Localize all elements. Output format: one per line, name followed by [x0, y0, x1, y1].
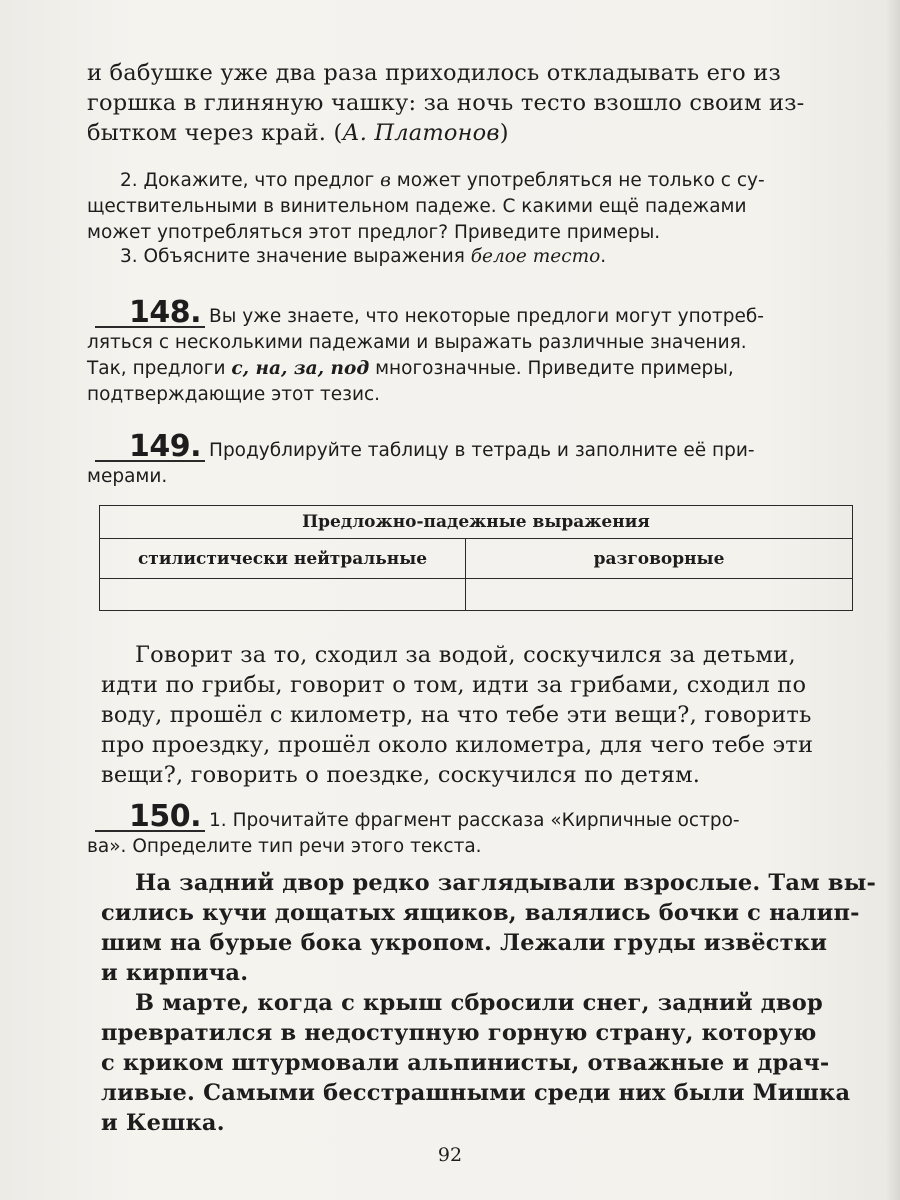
story-line: В марте, когда с крыш сбросили снег, задний двор	[135, 990, 823, 1016]
exercise-150: 150. 1. Прочитайте фрагмент рассказа «Кирпичные остро- ва». Определите тип речи этого текста.	[87, 804, 855, 860]
table-column-colloquial: разговорные	[593, 549, 725, 569]
task-question-2	[87, 168, 855, 246]
task-question-3: 3. Объясните значение выражения белое тесто.	[120, 246, 607, 267]
ex149-examples	[87, 640, 855, 790]
expression-italic: белое тесто	[470, 246, 601, 267]
table-column-neutral: стилистически нейтральные	[137, 549, 428, 569]
top-line-3: бытком через край. (А. Платонов)	[87, 120, 509, 146]
example-line: идти по грибы, говорит о том, идти за грибами, сходил по	[101, 672, 807, 698]
top-line-1: и бабушке уже два раза приходилось откладывать его из	[87, 60, 781, 86]
story-line: с криком штурмовали альпинисты, отважные и драч-	[101, 1050, 830, 1076]
q2-line-3: может употребляться этот предлог? Приведите примеры.	[87, 222, 661, 243]
table-divider	[100, 578, 852, 579]
exercise-148: 148. Вы уже знаете, что некоторые предлоги могут употреб- ляться с несколькими падежами и выражать различные значения. Так, предлоги с, на, за, под многозначные. Приведите примеры, подтверждающие этот тезис.	[87, 300, 855, 408]
q2-line-1: 2. Докажите, что предлог в может употребляться не только с су-	[120, 170, 765, 191]
exercise-number-150: 150.	[87, 804, 201, 834]
ex148-line-2: ляться с несколькими падежами и выражать различные значения.	[87, 332, 747, 353]
exercise-number-148: 148.	[87, 300, 201, 330]
exercise-number-149: 149.	[87, 434, 201, 464]
story-fragment	[87, 868, 877, 1138]
table-header: Предложно-падежные выражения	[302, 512, 650, 532]
prepositional-table	[99, 505, 853, 611]
author-name: А. Платонов	[342, 120, 500, 146]
ex150-line-2: ва». Определите тип речи этого текста.	[87, 836, 482, 857]
story-line: и кирпича.	[101, 960, 249, 986]
story-line: и Кешка.	[101, 1110, 225, 1136]
example-line: вещи?, говорить о поездке, соскучился по детям.	[101, 762, 701, 788]
ex149-line-2: мерами.	[87, 466, 168, 487]
top-paragraph	[87, 58, 855, 148]
ex148-line-3: Так, предлоги с, на, за, под многозначные. Приведите примеры,	[87, 358, 734, 379]
prepositions-italic: с, на, за, под	[231, 358, 370, 379]
example-line: воду, прошёл с километр, на что тебе эти вещи?, говорить	[101, 702, 812, 728]
exercise-149: 149. Продублируйте таблицу в тетрадь и заполните её при- мерами.	[87, 434, 855, 490]
page-number: 92	[437, 1144, 463, 1166]
page-spine-shadow	[886, 0, 900, 1200]
story-line: шим на бурые бока укропом. Лежали груды извёстки	[101, 930, 828, 956]
story-line: сились кучи дощатых ящиков, валялись бочки с налип-	[101, 900, 860, 926]
story-line: превратился в недоступную горную страну, которую	[101, 1020, 817, 1046]
example-line: про проездку, прошёл около километра, для чего тебе эти	[101, 732, 814, 758]
story-line: На задний двор редко заглядывали взрослые. Там вы-	[135, 870, 877, 896]
q2-line-2: ществительными в винительном падеже. С какими ещё падежами	[87, 196, 747, 217]
table-divider	[100, 538, 852, 539]
top-line-2: горшка в глиняную чашку: за ночь тесто взошло своим из-	[87, 90, 805, 116]
example-line: Говорит за то, сходил за водой, соскучился за детьми,	[135, 642, 796, 668]
story-line: ливые. Самыми бесстрашными среди них были Мишка	[101, 1080, 851, 1106]
ex148-line-4: подтверждающие этот тезис.	[87, 384, 381, 405]
